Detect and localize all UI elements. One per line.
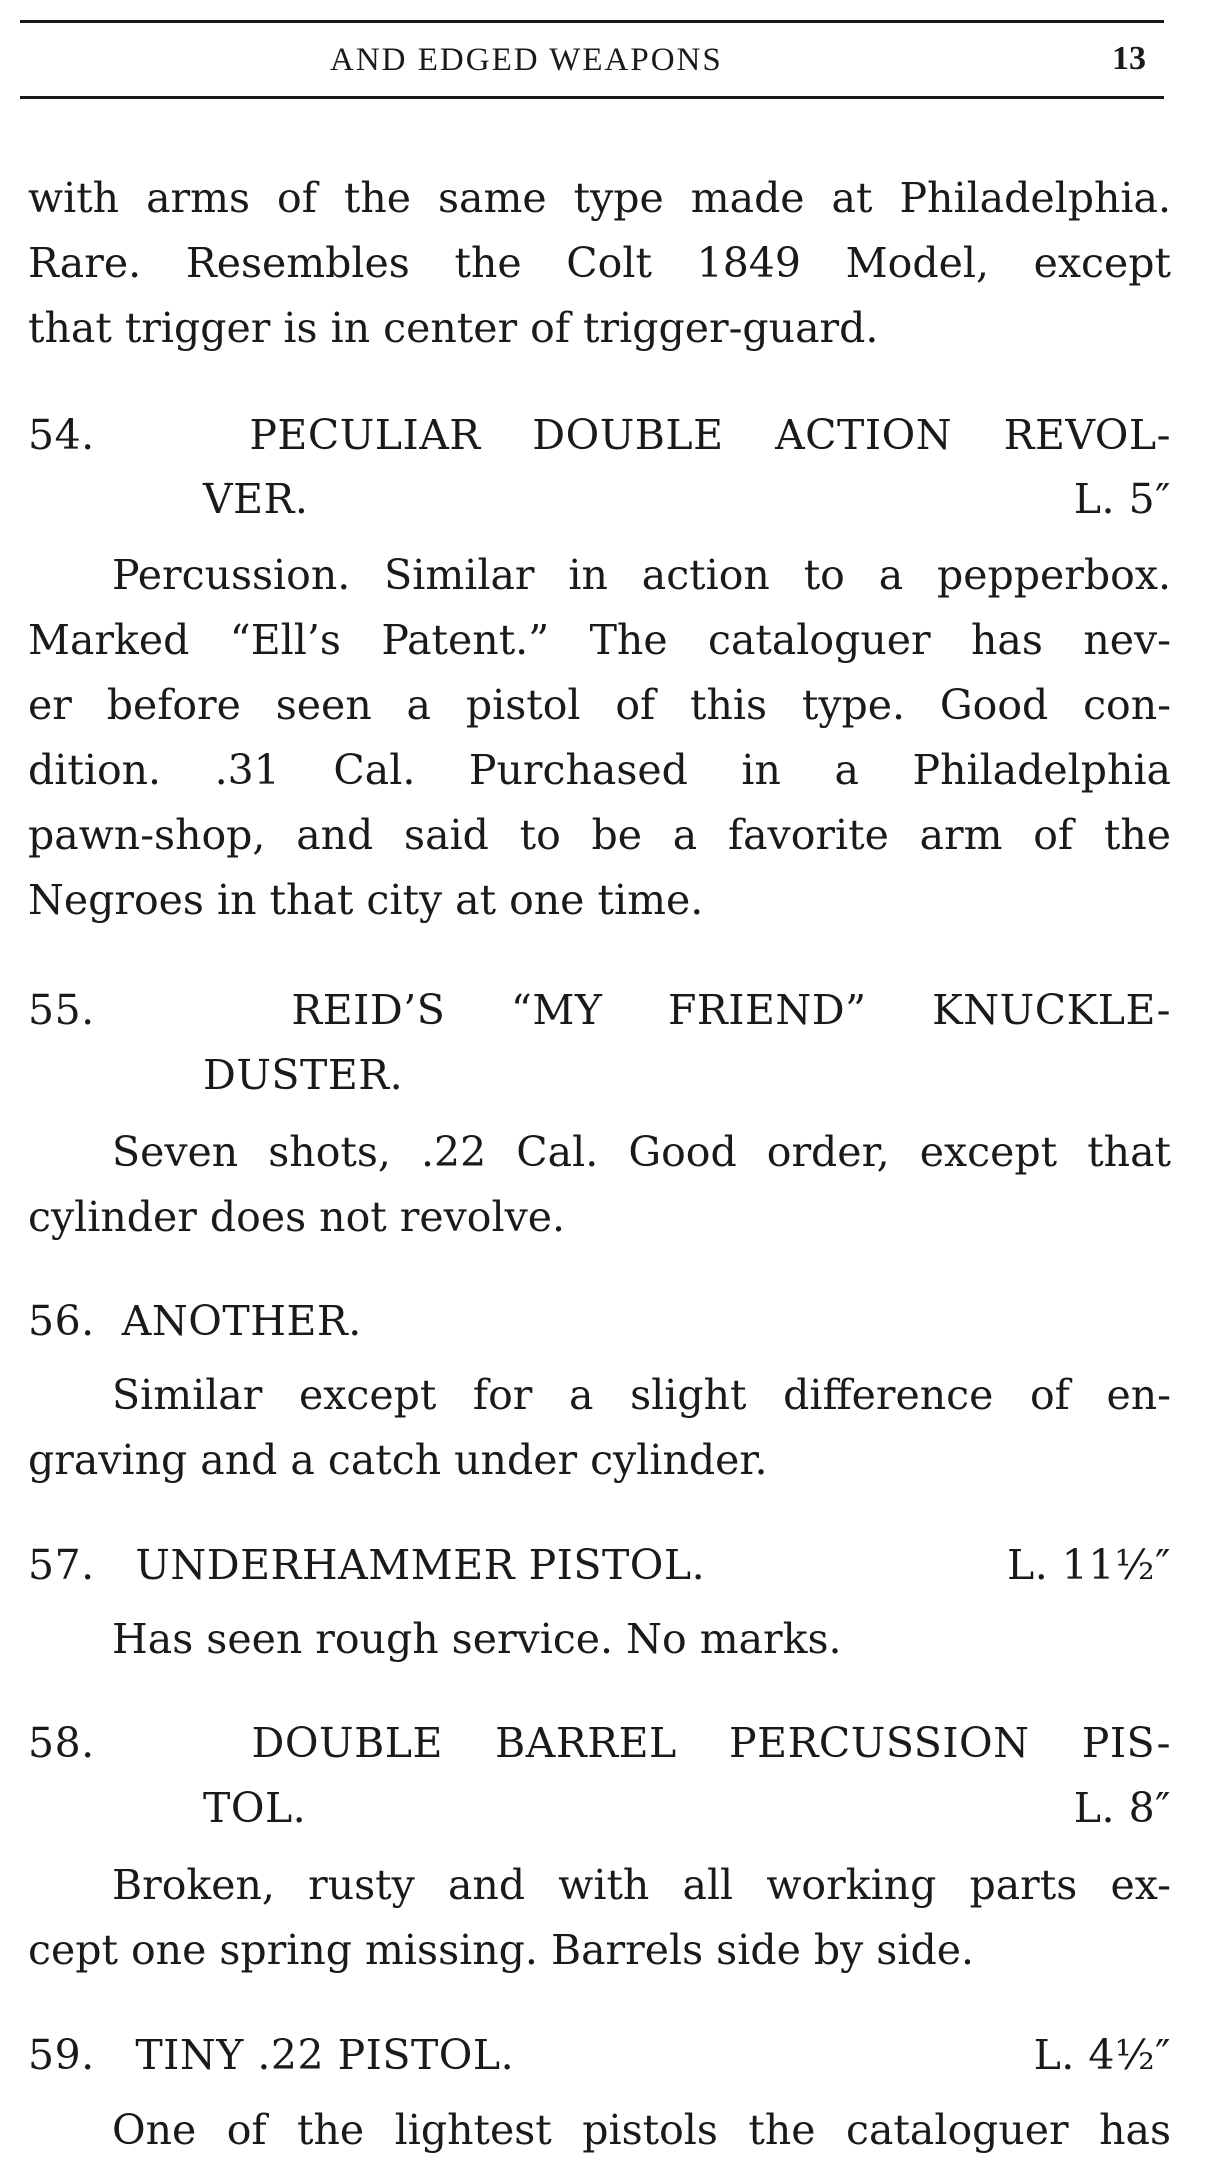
- entry-title-continued: TOL.: [203, 1784, 307, 1832]
- header-rule-top: [20, 20, 1164, 23]
- entry-length: L. 11½″: [1006, 1541, 1171, 1589]
- entry-description-line: Seven shots, .22 Cal. Good order, except that: [112, 1128, 1171, 1176]
- entry-heading-text: 54. PECULIAR DOUBLE ACTION REVOL-: [28, 411, 1171, 459]
- entry-heading-continuation: [203, 1783, 1171, 1833]
- entry-heading: [28, 410, 1171, 460]
- entry-title: ANOTHER.: [121, 1297, 362, 1345]
- entry-heading-text: 55. REID’S “MY FRIEND” KNUCKLE-: [28, 986, 1171, 1034]
- page-number: 13: [1112, 40, 1146, 77]
- entry-description-line: One of the lightest pistols the cataloguer has: [112, 2106, 1171, 2154]
- running-title: AND EDGED WEAPONS: [330, 42, 723, 78]
- entry-description-line: Percussion. Similar in action to a pepperbox.: [112, 551, 1171, 599]
- intro-line: with arms of the same type made at Philadelphia.: [28, 174, 1171, 222]
- entry-heading-continuation: [203, 1050, 1171, 1100]
- entry-description-line: Has seen rough service. No marks.: [112, 1615, 842, 1663]
- entry-description-line: Similar except for a slight difference of en-: [112, 1371, 1171, 1419]
- entry-length: L. 8″: [1073, 1784, 1171, 1832]
- entry-heading: [28, 2030, 1171, 2080]
- entry-description-line: er before seen a pistol of this type. Good con-: [28, 681, 1171, 729]
- entry-title: UNDERHAMMER PISTOL.: [135, 1541, 706, 1589]
- entry-heading-text: 58. DOUBLE BARREL PERCUSSION PIS-: [28, 1719, 1171, 1767]
- entry-heading: [28, 1718, 1171, 1768]
- entry-length: L. 4½″: [1033, 2031, 1171, 2079]
- entry-title: TINY .22 PISTOL.: [135, 2031, 515, 2079]
- entry-number: 57.: [28, 1541, 95, 1589]
- intro-line: Rare. Resembles the Colt 1849 Model, except: [28, 239, 1171, 287]
- entry-description-line: dition. .31 Cal. Purchased in a Philadelphia: [28, 746, 1171, 794]
- entry-title-continued: DUSTER.: [203, 1051, 404, 1099]
- entry-description-line: Negroes in that city at one time.: [28, 876, 704, 924]
- entry-number: 59.: [28, 2031, 95, 2079]
- entry-description-line: cept one spring missing. Barrels side by side.: [28, 1926, 975, 1974]
- entry-heading: [28, 1540, 1171, 1590]
- entry-description-line: Broken, rusty and with all working parts ex-: [112, 1861, 1171, 1909]
- entry-title-continued: VER.: [203, 475, 309, 523]
- entry-number: 56.: [28, 1297, 95, 1345]
- intro-line: that trigger is in center of trigger-guard.: [28, 304, 879, 352]
- entry-heading: [28, 1296, 1171, 1346]
- entry-heading: [28, 985, 1171, 1035]
- entry-description-line: Marked “Ell’s Patent.” The cataloguer has nev-: [28, 616, 1171, 664]
- entry-description-line: pawn-shop, and said to be a favorite arm of the: [28, 811, 1171, 859]
- entry-heading-continuation: [203, 474, 1171, 524]
- entry-description-line: cylinder does not revolve.: [28, 1193, 566, 1241]
- header-rule-bottom: [20, 96, 1164, 99]
- entry-description-line: graving and a catch under cylinder.: [28, 1436, 768, 1484]
- entry-length: L. 5″: [1073, 475, 1171, 523]
